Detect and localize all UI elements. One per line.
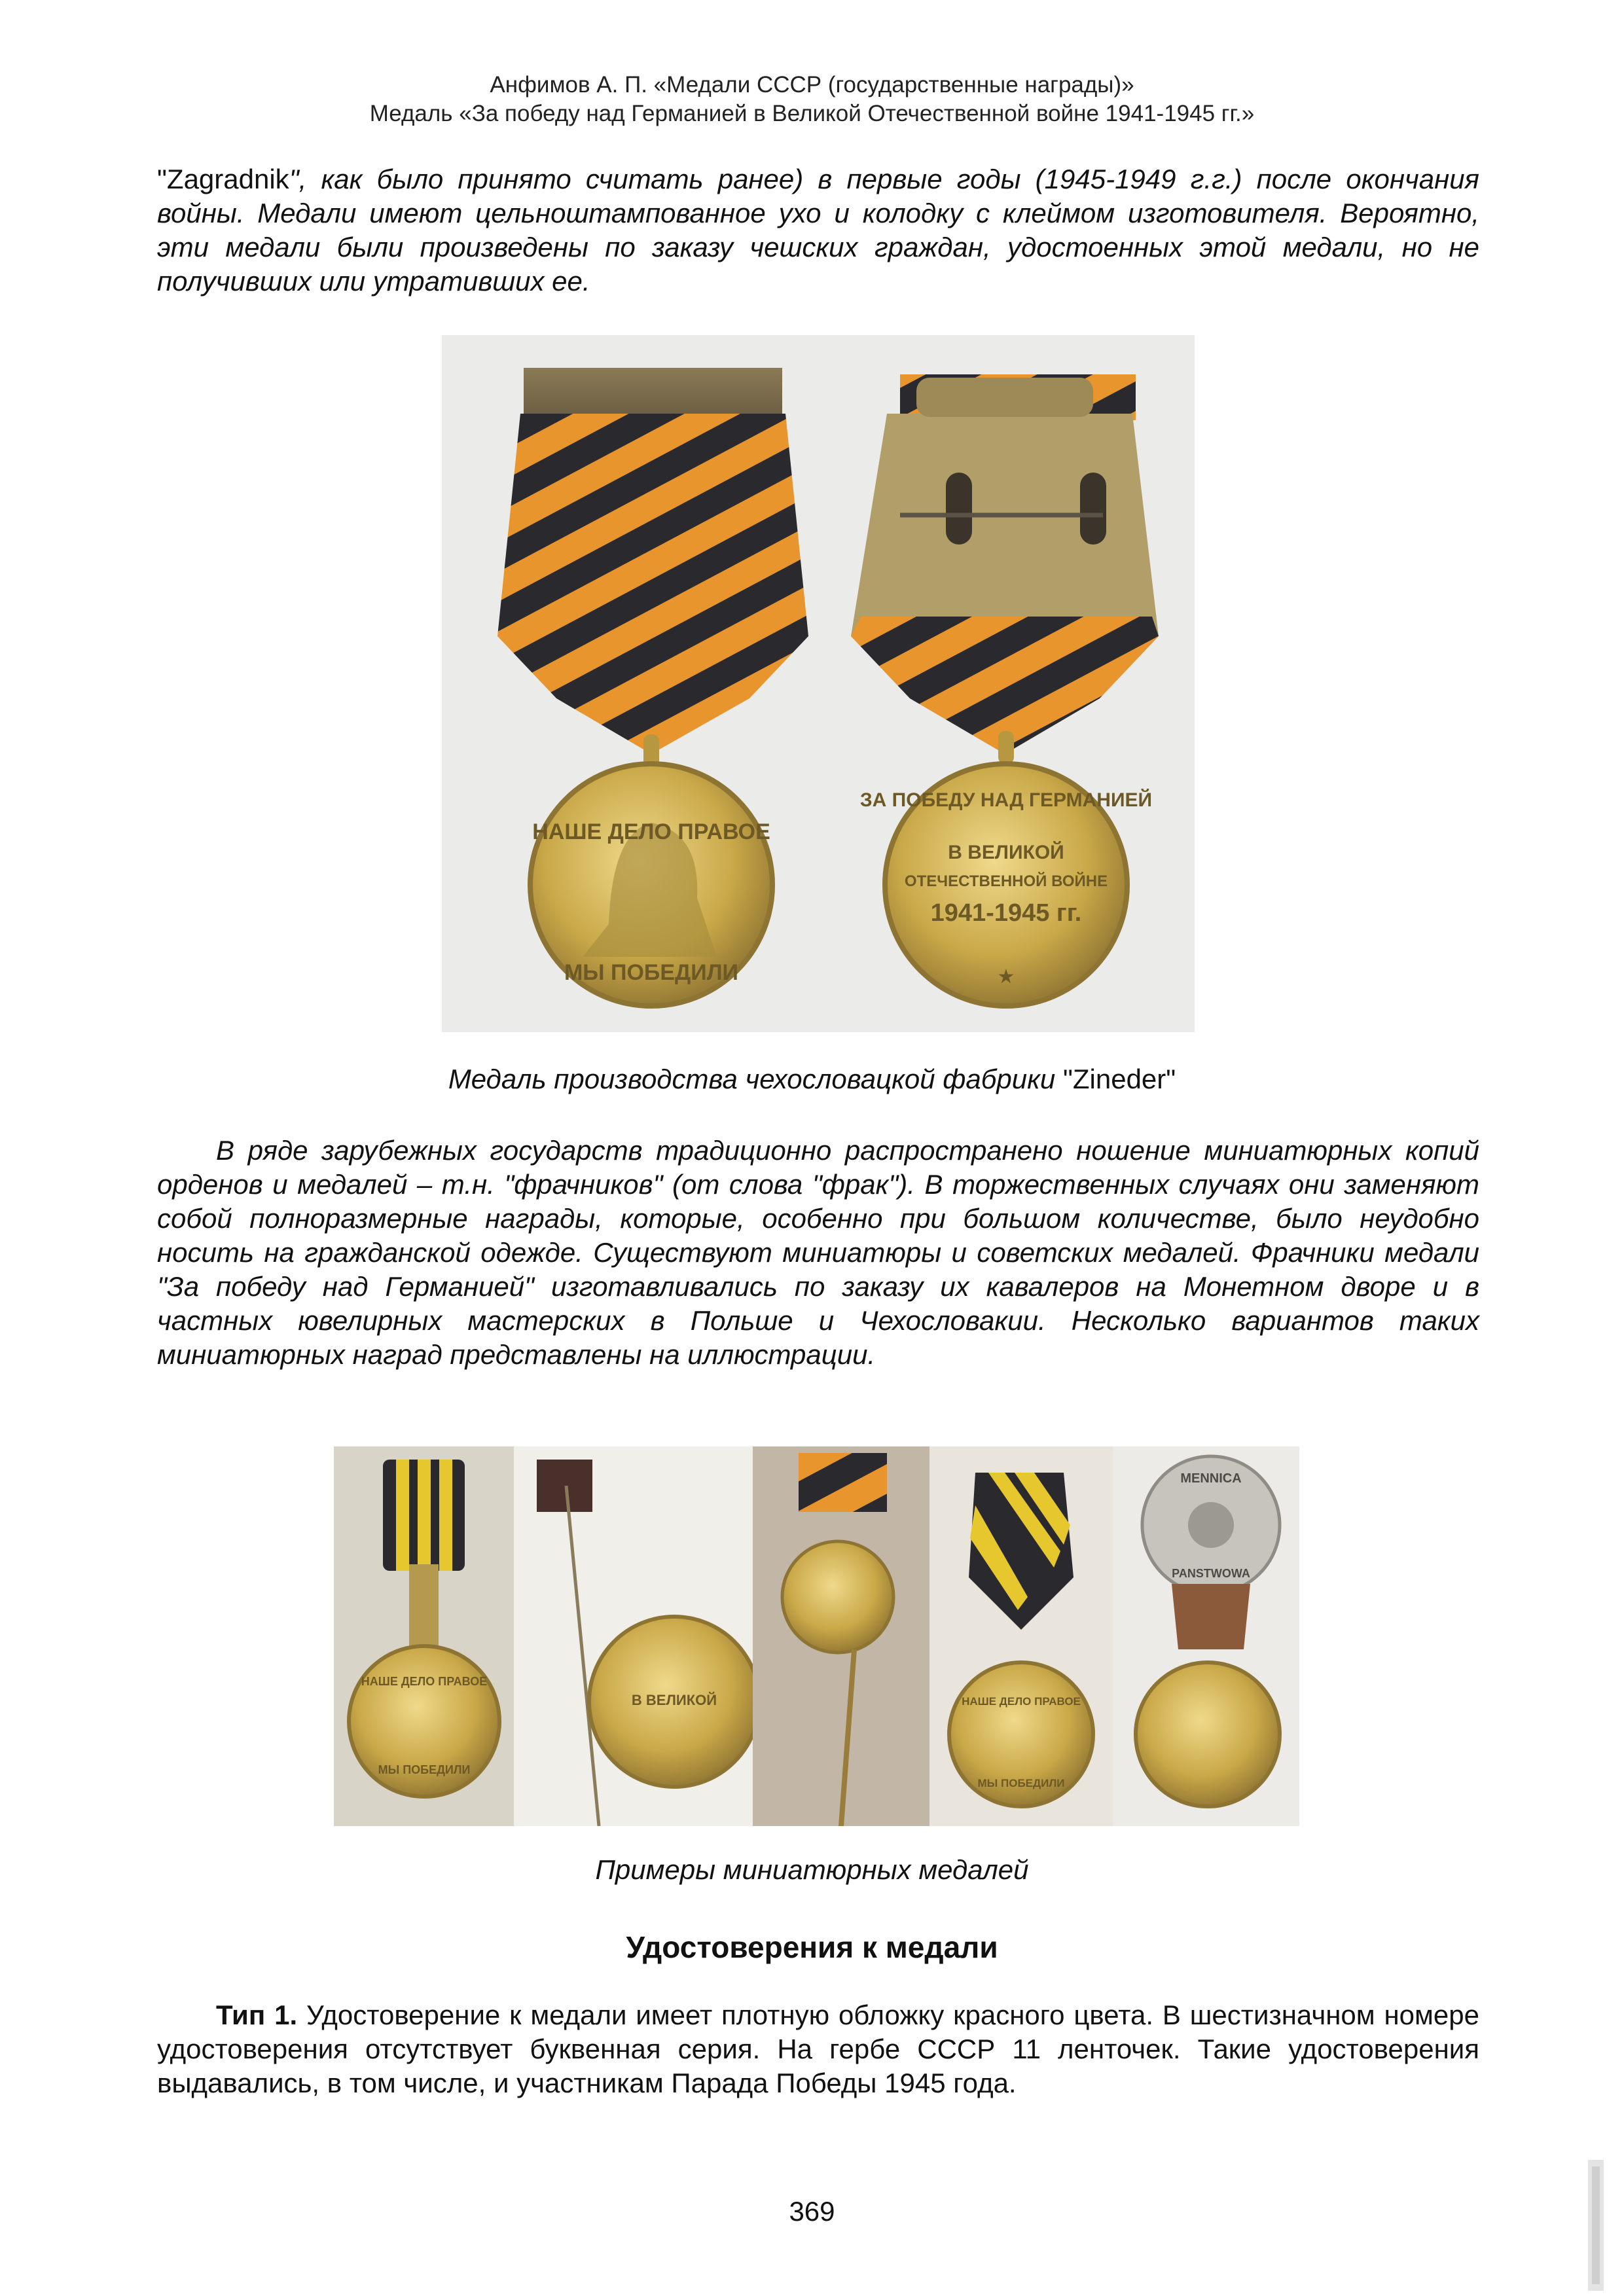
paragraph-miniatures: В ряде зарубежных государств традиционно распространено ношение миниатюрных копий орденов и медалей – т.н. "фрачников" (от слова "фрак"). В торжественных случаях они заменяют собой полноразмерные награды, которые, особенно при большом количестве, было неудобно носить на гражданской одежде. Существуют миниатюры и советских медалей. Фрачники медали "За победу над Германией" изготавливались по заказу их кавалеров на Монетном дворе и в частных ювелирных мастерских в Польше и Чехословакии. Несколько вариантов таких миниатюрных наград представлены на иллюстрации. [157,1135,1479,1370]
mini4-text-bottom: МЫ ПОБЕДИЛИ [977,1777,1065,1789]
reverse-text-3: 1941-1945 гг. [930,899,1082,927]
mini2-text: В ВЕЛИКОЙ [631,1692,717,1708]
mini-photo-2 [514,1446,753,1826]
mini1-text-top: НАШЕ ДЕЛО ПРАВОЕ [361,1675,488,1688]
mennica-text: MENNICA [1180,1471,1242,1486]
reverse-text-1: В ВЕЛИКОЙ [948,842,1064,863]
figure1-caption [0,1064,1624,1095]
mini1-text-bottom: МЫ ПОБЕДИЛИ [378,1763,471,1776]
star-icon: ★ [997,965,1015,988]
obverse-text-bottom: МЫ ПОБЕДИЛИ [564,960,739,985]
running-header-line2: Медаль «За победу над Германией в Великой Отечественной войне 1941-1945 гг.» [369,101,1255,126]
paragraph-type1 [157,1998,1479,2100]
watermark-strip [1583,2160,1609,2291]
mini-photo-4 [929,1446,1113,1826]
figure2-caption: Примеры миниатюрных медалей [595,1854,1029,1885]
mini4-text-top: НАШЕ ДЕЛО ПРАВОЕ [962,1695,1081,1708]
mini-photo-5 [1113,1446,1299,1826]
zagradnik-quote: "Zagradnik [157,164,289,194]
obverse-ribbon [497,414,808,754]
obverse-bar [524,368,782,414]
figure1-caption-text: Медаль производства чехословацкой фабрики [448,1064,1063,1094]
paragraph-zagradnik [157,162,1479,298]
figure1-caption-quote: "Zineder" [1062,1064,1176,1094]
page-number: 369 [789,2196,835,2227]
panstwowa-text: PANSTWOWA [1172,1567,1250,1580]
zagradnik-text: ", как было принято считать ранее) в первые годы (1945-1949 г.г.) после окончания войны. Медали имеют цельноштампованное ухо и колодку с клеймом изготовителя. Вероятно, эти медали были произведены по заказу чешских граждан, удостоенных этой медали, но не получивших или утративших ее. [157,164,1479,296]
reverse-text-arc: ЗА ПОБЕДУ НАД ГЕРМАНИЕЙ [859,789,1153,811]
mini-photo-3 [753,1446,929,1826]
reverse-text-2: ОТЕЧЕСТВЕННОЙ ВОЙНЕ [904,872,1108,890]
running-header-line1: Анфимов А. П. «Медали СССР (государственные награды)» [490,72,1134,98]
type1-label: Тип 1. [216,2000,298,2030]
section-heading: Удостоверения к медали [626,1930,998,1964]
medal-photo-zineder [442,335,1195,1032]
mini-photo-1 [334,1446,514,1826]
type1-text: Удостоверение к медали имеет плотную обложку красного цвета. В шестизначном номере удостоверения отсутствует буквенная серия. На гербе СССР 11 ленточек. Такие удостоверения выдавались, в том числе, и участникам Парада Победы 1945 года. [157,2000,1479,2098]
obverse-text-top: НАШЕ ДЕЛО ПРАВОЕ [532,819,770,844]
